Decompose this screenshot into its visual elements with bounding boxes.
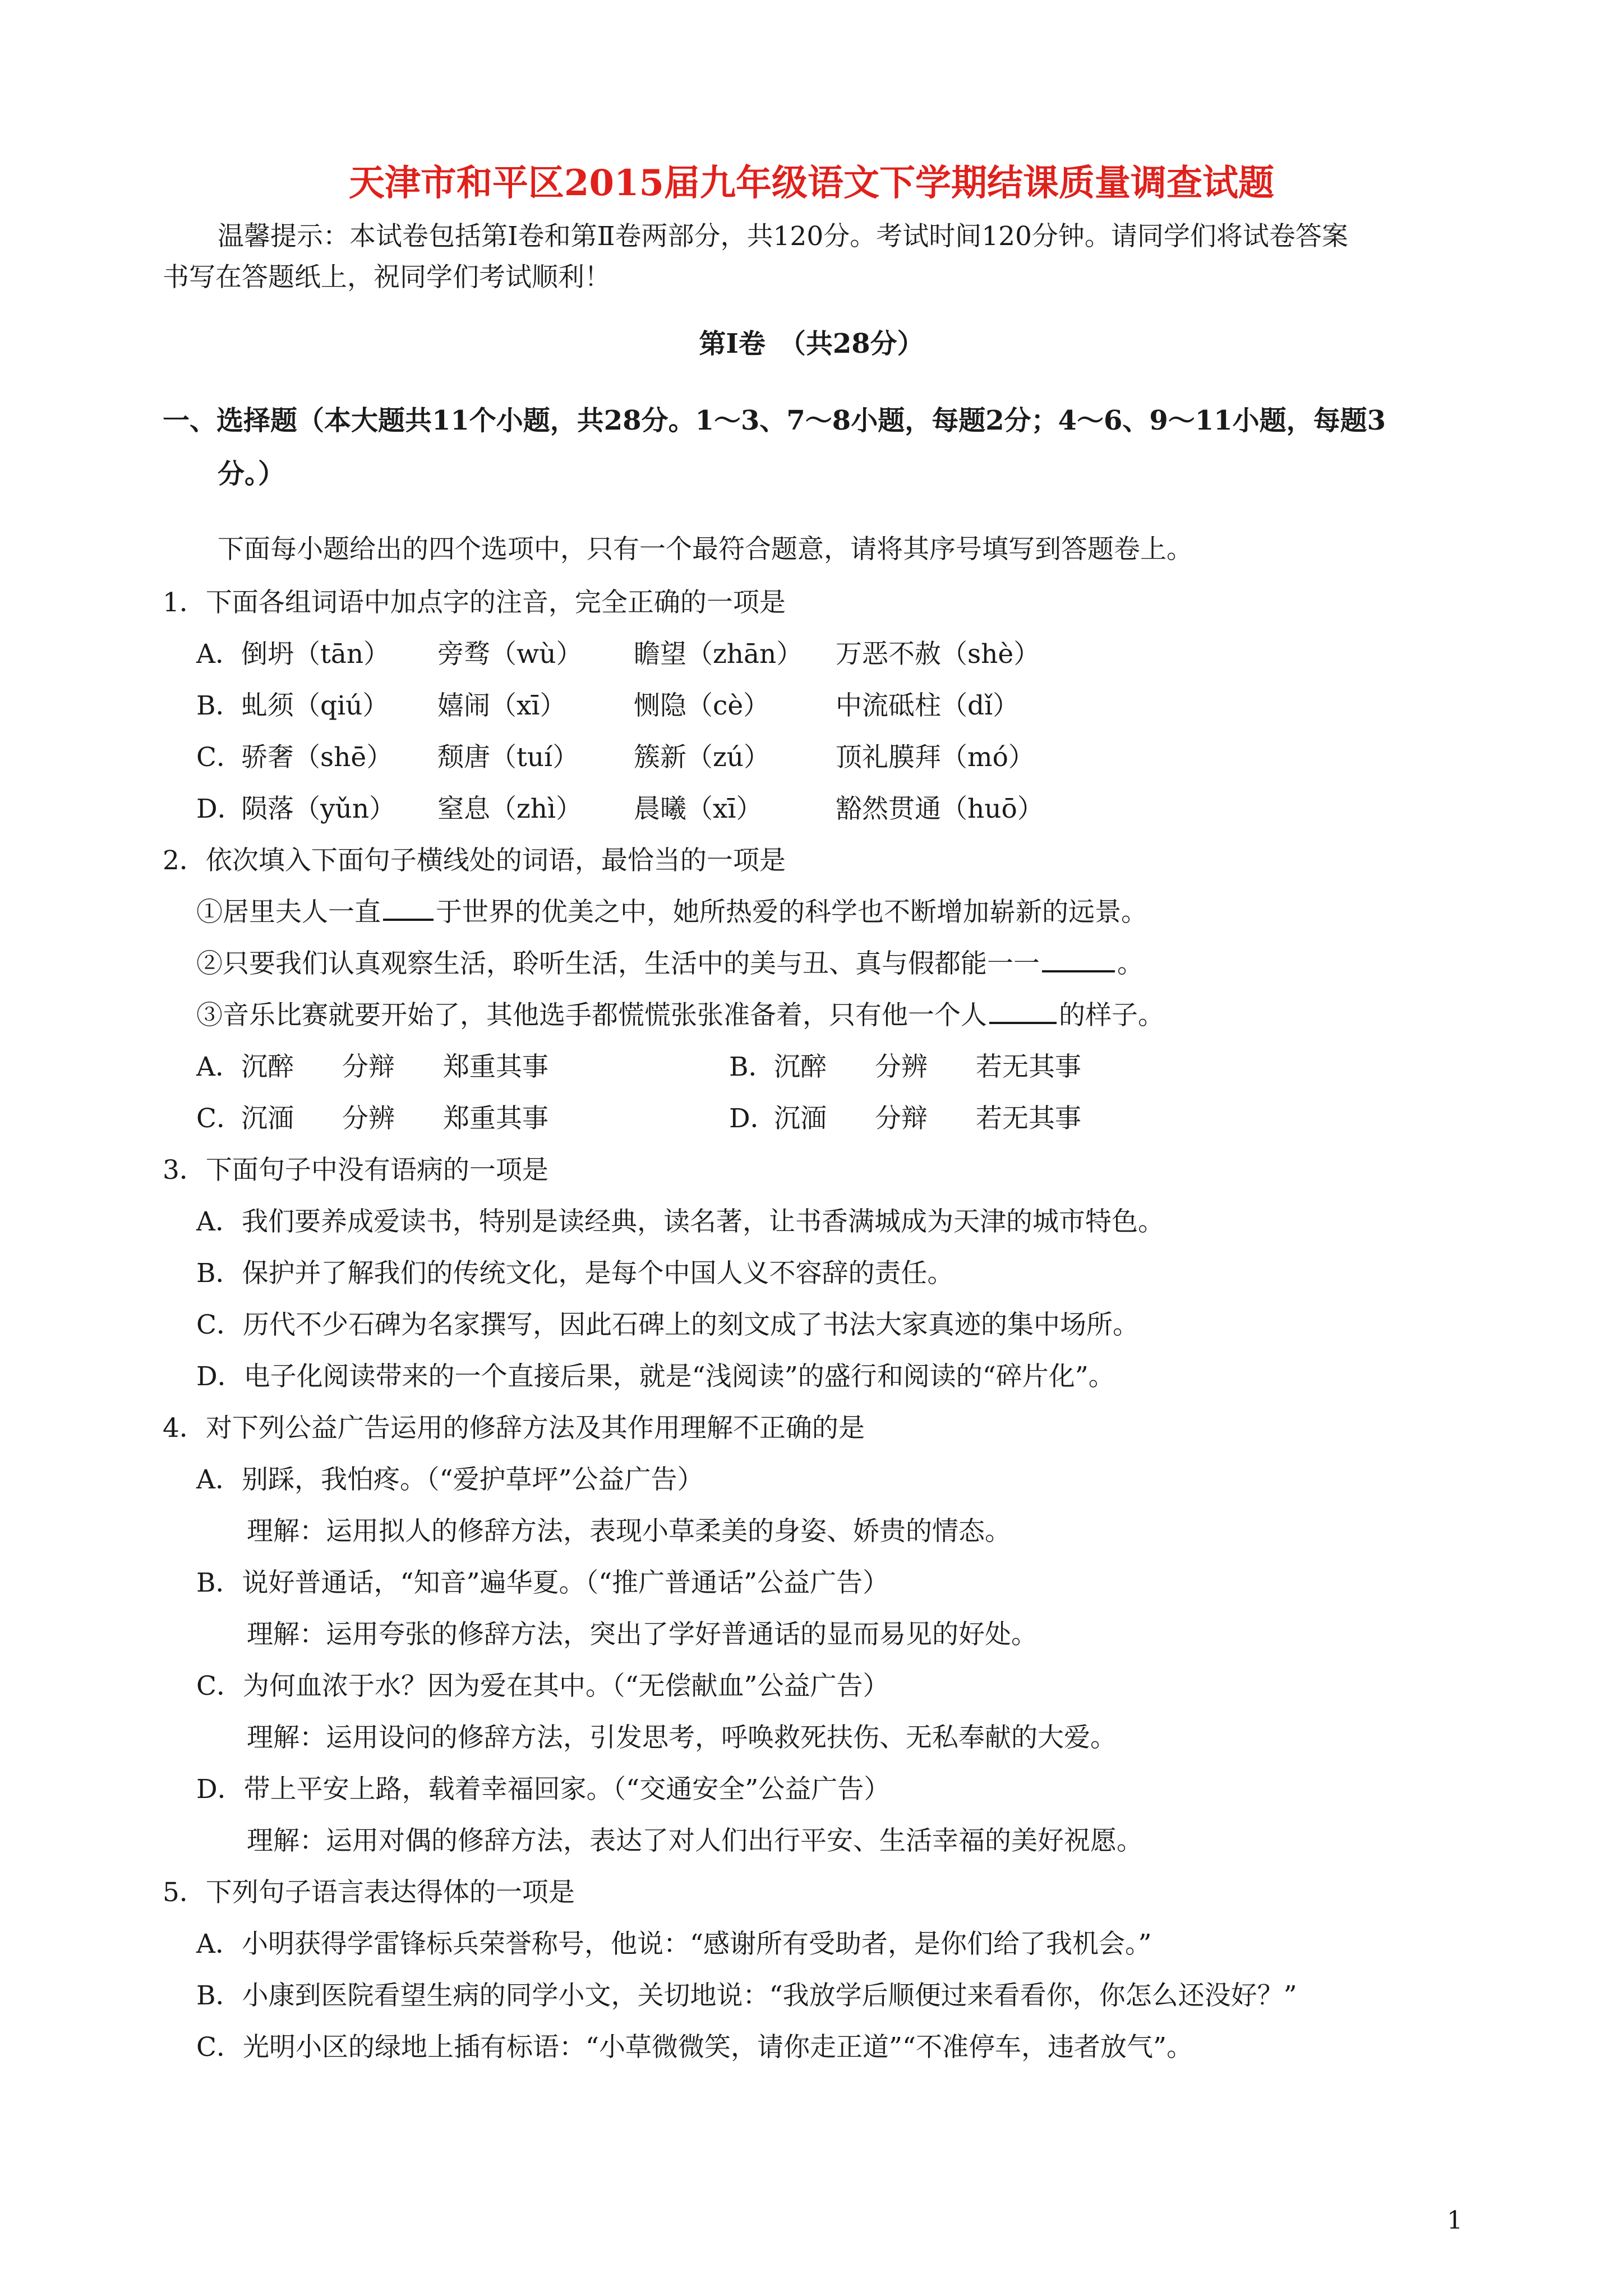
q2-sentence-2 <box>196 944 1144 984</box>
sentence-text: 于世界的优美之中，她所热爱的科学也不断增加崭新的远景。 <box>436 897 1147 928</box>
word: 郑重其事 <box>443 1103 548 1134</box>
q1-option-c <box>196 738 1035 777</box>
word: 分辩 <box>342 1052 395 1082</box>
word: 倒坍（tān） <box>241 639 390 670</box>
q1-option-a <box>196 635 1040 674</box>
q4-explanation-c: 理解：运用设问的修辞方法，引发思考，呼唤救死扶伤、无私奉献的大爱。 <box>247 1722 1117 1753</box>
option-label: A． <box>196 639 242 670</box>
q4-option-a: A．别踩，我怕疼。（“爱护草坪”公益广告） <box>196 1464 704 1495</box>
word: 中流砥柱（dǐ） <box>836 690 1020 721</box>
q2-options-ab <box>196 1048 1081 1087</box>
word: 沉湎 <box>241 1103 294 1134</box>
section-heading-cont: 分。） <box>218 458 285 490</box>
word: 嬉闹（xī） <box>437 690 566 721</box>
option-label: C． <box>196 1103 243 1134</box>
fill-blank <box>1042 946 1115 972</box>
word: 虬须（qiú） <box>241 690 389 721</box>
page-number: 1 <box>1447 2206 1463 2235</box>
word: 沉醉 <box>241 1052 294 1082</box>
word: 骄奢（shē） <box>241 742 393 773</box>
word: 万恶不赦（shè） <box>836 639 1040 670</box>
q4-option-c: C．为何血浓于水？因为爱在其中。（“无偿献血”公益广告） <box>196 1671 889 1702</box>
q4-option-d: D．带上平安上路，载着幸福回家。（“交通安全”公益广告） <box>196 1774 891 1805</box>
instructions: 下面每小题给出的四个选项中，只有一个最符合题意，请将其序号填写到答题卷上。 <box>218 534 1193 565</box>
word: 旁骛（wù） <box>437 639 583 670</box>
word: 簇新（zú） <box>634 742 771 773</box>
q5-option-c: C．光明小区的绿地上插有标语：“小草微微笑，请你走正道”“不准停车，违者放气”。 <box>196 2032 1193 2063</box>
q3-option-c: C．历代不少石碑为名家撰写，因此石碑上的刻文成了书法大家真迹的集中场所。 <box>196 1310 1139 1340</box>
word: 恻隐（cè） <box>634 690 770 721</box>
sentence-text: 的样子。 <box>1059 1000 1164 1031</box>
hint-line-1: 温馨提示：本试卷包括第Ⅰ卷和第Ⅱ卷两部分，共120分。考试时间120分钟。请同学们将试卷答案 <box>218 221 1348 252</box>
word: 郑重其事 <box>443 1052 548 1082</box>
q3-option-a: A．我们要养成爱读书，特别是读经典，读名著，让书香满城成为天津的城市特色。 <box>196 1206 1164 1237</box>
q1-stem: 1．下面各组词语中加点字的注音，完全正确的一项是 <box>163 587 786 618</box>
q4-option-b: B．说好普通话，“知音”遍华夏。（“推广普通话”公益广告） <box>196 1567 889 1598</box>
option-label: B． <box>729 1052 775 1082</box>
q4-explanation-d: 理解：运用对偶的修辞方法，表达了对人们出行平安、生活幸福的美好祝愿。 <box>247 1825 1143 1856</box>
volume-title: 第Ⅰ卷 （共28分） <box>699 328 924 359</box>
q2-sentence-1 <box>196 893 1147 932</box>
q5-option-a: A．小明获得学雷锋标兵荣誉称号，他说：“感谢所有受助者，是你们给了我机会。” <box>196 1929 1152 1960</box>
option-label: D． <box>196 794 244 824</box>
hint-line-2: 书写在答题纸上，祝同学们考试顺利！ <box>163 262 611 293</box>
word: 分辨 <box>342 1103 395 1134</box>
word: 窒息（zhì） <box>437 794 583 824</box>
option-label: D． <box>729 1103 777 1134</box>
option-label: B． <box>196 690 242 721</box>
word: 沉醉 <box>774 1052 827 1082</box>
q5-stem: 5．下列句子语言表达得体的一项是 <box>163 1877 575 1908</box>
exam-title: 天津市和平区2015届九年级语文下学期结课质量调查试题 <box>348 162 1275 204</box>
q2-sentence-3 <box>196 996 1164 1035</box>
word: 瞻望（zhān） <box>634 639 803 670</box>
q1-option-d <box>196 790 1044 829</box>
word: 分辩 <box>875 1103 928 1134</box>
word: 若无其事 <box>976 1052 1081 1082</box>
q3-option-b: B．保护并了解我们的传统文化，是每个中国人义不容辞的责任。 <box>196 1258 954 1289</box>
q1-option-b <box>196 686 1019 726</box>
section-heading: 一、选择题（本大题共11个小题，共28分。1～3、7～8小题，每题2分；4～6、9～11小题，每题3 <box>163 405 1386 436</box>
word: 分辨 <box>875 1052 928 1082</box>
option-label: C． <box>196 742 243 773</box>
q4-explanation-a: 理解：运用拟人的修辞方法，表现小草柔美的身姿、娇贵的情态。 <box>247 1516 1011 1547</box>
option-label: A． <box>196 1052 242 1082</box>
word: 豁然贯通（huō） <box>836 794 1044 824</box>
sentence-text: ③音乐比赛就要开始了，其他选手都慌慌张张准备着，只有他一个人 <box>196 1000 987 1031</box>
word: 陨落（yǔn） <box>241 794 396 824</box>
q5-option-b: B．小康到医院看望生病的同学小文，关切地说：“我放学后顺便过来看看你，你怎么还没好？” <box>196 1980 1297 2011</box>
q2-options-cd <box>196 1099 1081 1138</box>
q3-option-d: D．电子化阅读带来的一个直接后果，就是“浅阅读”的盛行和阅读的“碎片化”。 <box>196 1361 1115 1392</box>
q4-explanation-b: 理解：运用夸张的修辞方法，突出了学好普通话的显而易见的好处。 <box>247 1619 1038 1650</box>
word: 顶礼膜拜（mó） <box>836 742 1035 773</box>
word: 晨曦（xī） <box>634 794 763 824</box>
q3-stem: 3．下面句子中没有语病的一项是 <box>163 1155 548 1186</box>
word: 沉湎 <box>774 1103 827 1134</box>
sentence-text: ①居里夫人一直 <box>196 897 381 928</box>
q4-stem: 4．对下列公益广告运用的修辞方法及其作用理解不正确的是 <box>163 1413 865 1444</box>
sentence-text: 。 <box>1117 948 1144 979</box>
word: 若无其事 <box>976 1103 1081 1134</box>
fill-blank <box>383 894 434 921</box>
word: 颓唐（tuí） <box>437 742 579 773</box>
q2-stem: 2．依次填入下面句子横线处的词语，最恰当的一项是 <box>163 845 786 876</box>
sentence-text: ②只要我们认真观察生活，聆听生活，生活中的美与丑、真与假都能一一 <box>196 948 1040 979</box>
fill-blank <box>989 997 1057 1024</box>
